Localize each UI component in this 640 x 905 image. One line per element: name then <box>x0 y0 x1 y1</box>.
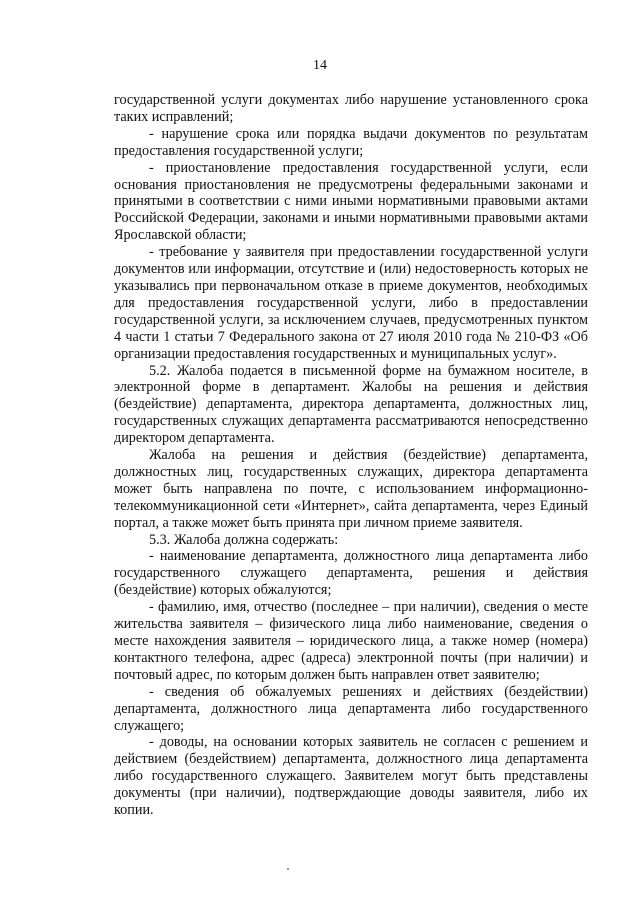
paragraph-violation-deadline: - нарушение срока или порядка выдачи документов по результатам предоставления государственной услуги; <box>114 125 588 159</box>
paragraph-continuation: государственной услуги документах либо нарушение установленного срока таких исправлений; <box>114 92 588 125</box>
paragraph-5-3: 5.3. Жалоба должна содержать: <box>149 531 339 548</box>
paragraph-5-2: 5.2. Жалоба подается в письменной форме на бумажном носителе, в электронной форме в департамент. Жалобы на решения и действия (бездействие) департамента, директора департамента, должностных лиц, государственных служащих департамента рассматриваются непосредственно директором департамента. <box>114 362 588 447</box>
paragraph-requirement: - требование у заявителя при предоставлении государственной услуги документов или информации, отсутствие и (или) недостоверность которых не указывались при первоначальном отказе в приеме документов, необходимых для предоставления государственной услуги, либо в предоставлении государственной услуги, за исключением случаев, предусмотренных пунктом 4 части 1 статьи 7 Федерального закона от 27 июля 2010 года № 210-ФЗ «Об организации предоставления государственных и муниципальных услуг». <box>114 244 588 362</box>
paragraph-item-personal-data: - фамилию, имя, отчество (последнее – при наличии), сведения о месте жительства заявителя – физического лица либо наименование, сведения о месте нахождения заявителя – юридического лица, а также номер (номера) контактного телефона, адрес (адреса) электронной почты (при наличии) и почтовый адрес, по которым должен быть направлен ответ заявителю; <box>114 599 588 683</box>
page-number: 14 <box>313 58 327 73</box>
paragraph-complaint-submission: Жалоба на решения и действия (бездействие) департамента, должностных лиц, государственных служащих, директора департамента может быть направлена по почте, с использованием информационно-телекоммуникационной сети «Интернет», сайта департамента, через Единый портал, а также может быть принята при личном приеме заявителя. <box>114 447 588 531</box>
paragraph-item-name: - наименование департамента, должностного лица департамента либо государственного служащего департамента, решения и действия (бездействие) которых обжалуются; <box>114 548 588 599</box>
paragraph-item-arguments: - доводы, на основании которых заявитель не согласен с решением и действием (бездействием) департамента, должностного лица департамента либо государственного служащего. Заявителем могут быть представлены документы (при наличии), подтверждающие доводы заявителя, либо их копии. <box>114 734 588 819</box>
document-body <box>114 92 588 819</box>
scan-speck <box>287 868 289 870</box>
paragraph-item-decisions: - сведения об обжалуемых решениях и действиях (бездействии) департамента, должностного лица департамента либо государственного служащего; <box>114 683 588 734</box>
paragraph-suspension: - приостановление предоставления государственной услуги, если основания приостановления не предусмотрены федеральными законами и принятыми в соответствии с ними иными нормативными правовыми актами Российской Федерации, законами и иными нормативными правовыми актами Ярославской области; <box>114 159 588 244</box>
